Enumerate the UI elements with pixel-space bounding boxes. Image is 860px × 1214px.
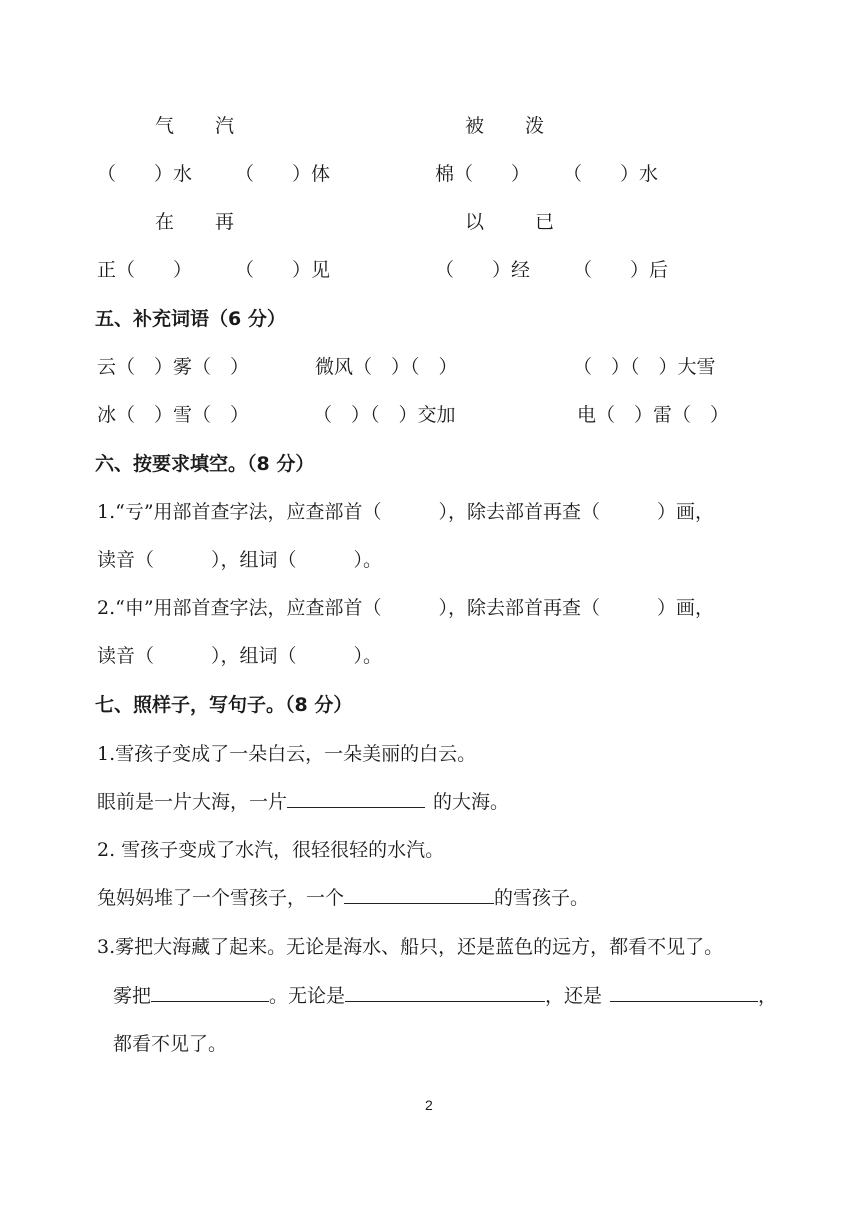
example-sentence: 1.雪孩子变成了一朵白云，一朵美丽的白云。 (97, 743, 477, 765)
fill-item: （ ）后 (573, 259, 669, 281)
section-title-5: 五、补充词语（6 分） (95, 308, 286, 330)
word-qi-steam: 汽 (215, 115, 235, 137)
answer-line (113, 987, 777, 1006)
word-zai-again: 再 (215, 211, 235, 233)
word-bei: 被 (465, 115, 485, 137)
fill-item: （ ）经 (435, 259, 531, 281)
answer-line (97, 793, 509, 812)
fill-item: （ ）见 (235, 259, 331, 281)
fill-item: （ ）水 (563, 163, 659, 185)
connector-text: ，还是 (545, 985, 603, 1007)
suffix-text: 的大海。 (433, 791, 510, 813)
question-text: 2.“申”用部首查字法，应查部首（ ），除去部首再查（ ）画， (97, 597, 715, 619)
answer-blank[interactable] (610, 1000, 758, 1002)
word-yi: 以 (465, 211, 485, 233)
answer-blank[interactable] (151, 1000, 269, 1002)
prefix-text: 雾把 (113, 985, 152, 1007)
fill-item: （ ）（ ）大雪 (573, 356, 716, 378)
fill-item: 冰（ ）雪（ ） (97, 404, 250, 426)
fill-item: 棉（ ） (435, 163, 531, 185)
prefix-text: 兔妈妈堆了一个雪孩子，一个 (97, 887, 345, 909)
question-text: 读音（ ），组词（ ）。 (97, 549, 383, 571)
sentence-end: 都看不见了。 (113, 1033, 228, 1055)
fill-item: 电（ ）雷（ ） (577, 404, 730, 426)
word-zai: 在 (155, 211, 175, 233)
section-title-6: 六、按要求填空。（8 分） (95, 453, 315, 475)
prefix-text: 眼前是一片大海，一片 (97, 791, 288, 813)
suffix-text: 的雪孩子。 (494, 887, 590, 909)
example-sentence: 2. 雪孩子变成了水汽，很轻很轻的水汽。 (97, 839, 445, 861)
example-sentence: 3.雾把大海藏了起来。无论是海水、船只，还是蓝色的远方，都看不见了。 (97, 936, 724, 958)
answer-blank[interactable] (345, 1000, 545, 1002)
question-text: 读音（ ），组词（ ）。 (97, 645, 383, 667)
fill-item: 云（ ）雾（ ） (97, 356, 250, 378)
fill-item: （ ）（ ）交加 (313, 404, 456, 426)
fill-item: （ ）水 (97, 163, 193, 185)
section-title-7: 七、照样子，写句子。（8 分） (95, 694, 353, 716)
question-text: 1.“亏”用部首查字法，应查部首（ ），除去部首再查（ ）画， (97, 501, 715, 523)
answer-blank[interactable] (287, 806, 425, 808)
fill-item: 正（ ） (97, 259, 193, 281)
word-qi: 气 (155, 115, 175, 137)
fill-item: （ ）体 (235, 163, 331, 185)
word-yi-already: 已 (535, 211, 555, 233)
connector-text: 。无论是 (269, 985, 346, 1007)
answer-blank[interactable] (344, 902, 494, 904)
answer-line (97, 889, 589, 908)
word-po: 泼 (525, 115, 545, 137)
page-number: 2 (425, 1097, 433, 1113)
fill-item: 微风（ ）（ ） (315, 356, 458, 378)
connector-text: ， (758, 985, 778, 1007)
